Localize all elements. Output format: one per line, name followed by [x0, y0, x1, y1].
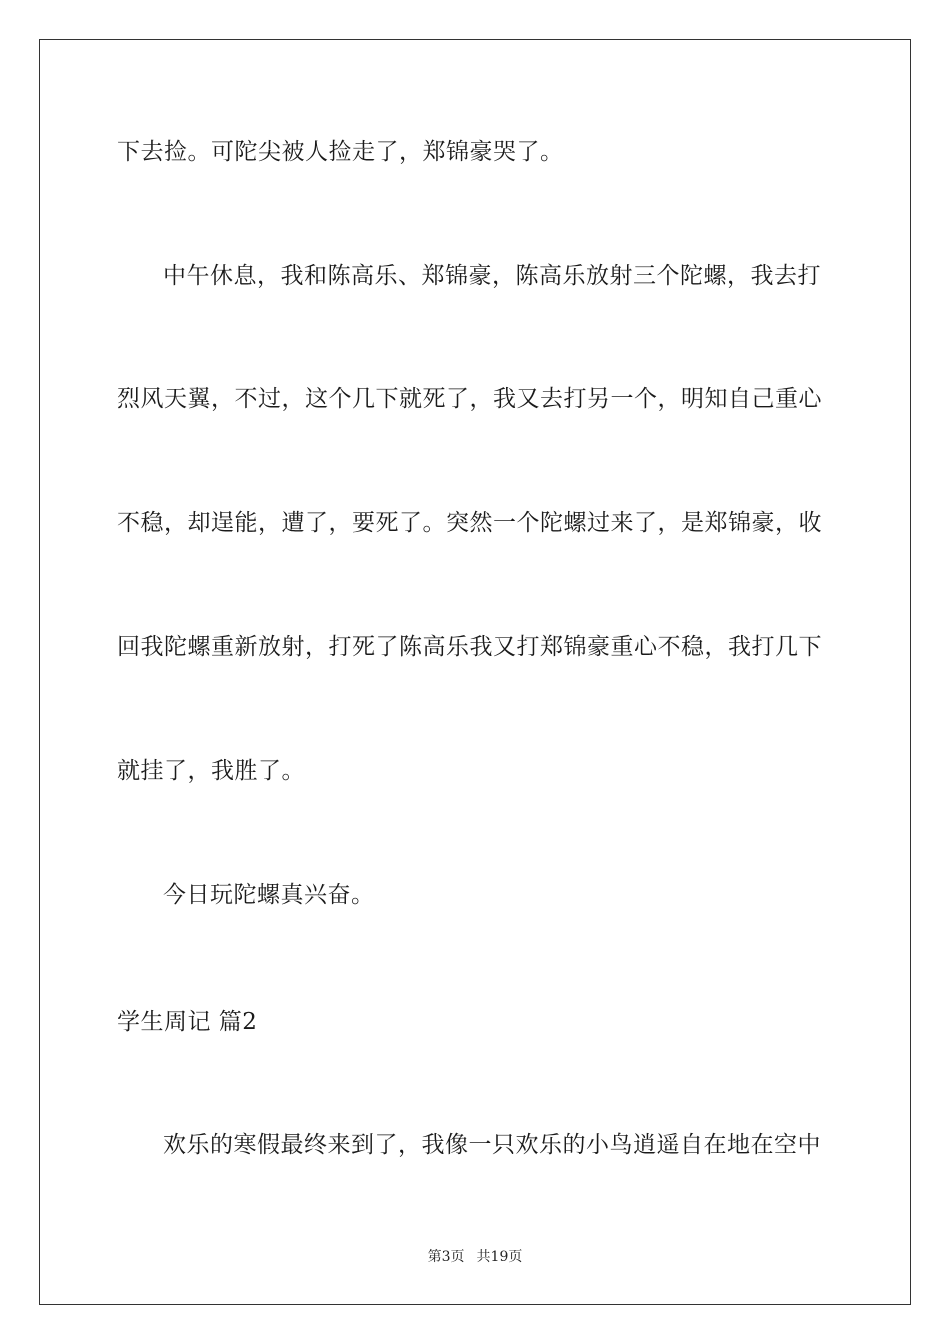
paragraph-line: 中午休息，我和陈高乐、郑锦豪，陈高乐放射三个陀螺，我去打: [163, 263, 821, 289]
paragraph-line: 不稳，却逞能，遭了，要死了。突然一个陀螺过来了，是郑锦豪，收: [117, 510, 822, 536]
paragraph-line: 就挂了，我胜了。: [117, 758, 305, 784]
paragraph-line: 今日玩陀螺真兴奋。: [163, 882, 375, 908]
page-border: [39, 39, 911, 1305]
paragraph-line: 回我陀螺重新放射，打死了陈高乐我又打郑锦豪重心不稳，我打几下: [117, 634, 822, 660]
page-number-current: 第3页: [427, 1249, 465, 1265]
paragraph-line: 欢乐的寒假最终来到了，我像一只欢乐的小鸟逍遥自在地在空中: [163, 1132, 821, 1158]
page-number-total: 共19页: [476, 1249, 523, 1265]
paragraph-line: 烈风天翼，不过，这个几下就死了，我又去打另一个，明知自己重心: [117, 386, 822, 412]
section-heading: 学生周记 篇2: [117, 1009, 258, 1035]
page-footer: [0, 1247, 950, 1267]
paragraph-line: 下去捡。可陀尖被人捡走了，郑锦豪哭了。: [117, 139, 564, 165]
